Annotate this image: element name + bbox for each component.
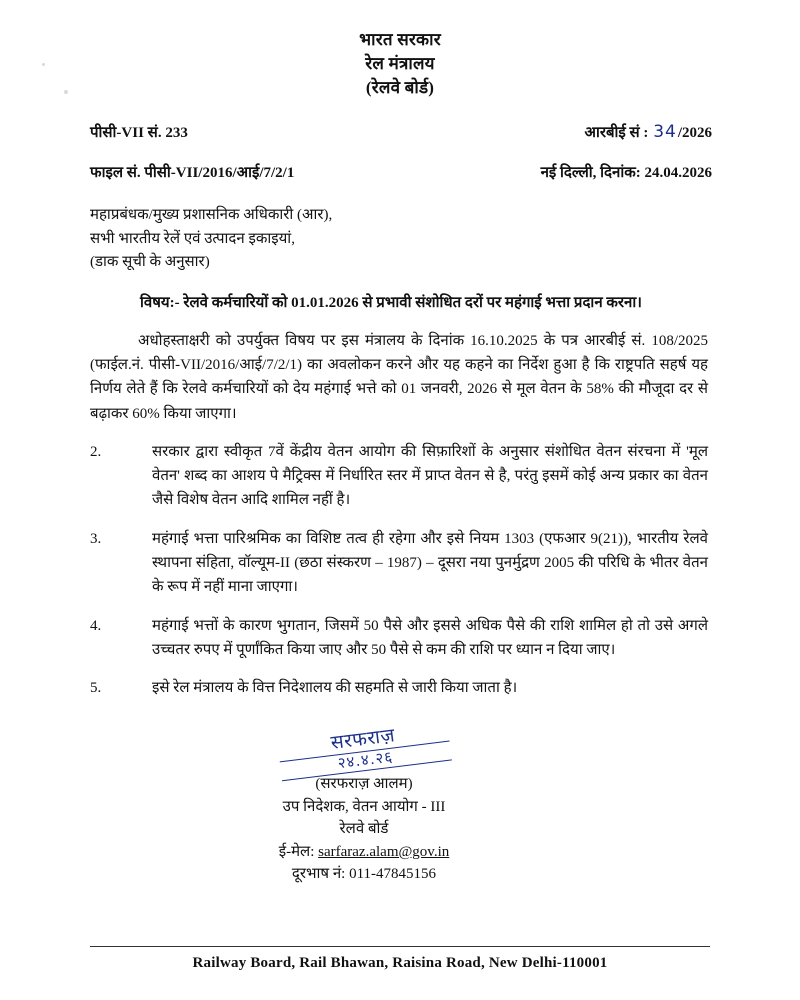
- rbe-number: [585, 122, 712, 142]
- pc-number: पीसी-VII सं. 233: [90, 125, 188, 142]
- page-footer: [0, 946, 800, 973]
- numbered-paragraph: [90, 614, 708, 663]
- file-number: फाइल सं. पीसी-VII/2016/आई/7/2/1: [90, 165, 295, 182]
- scan-speckle: [64, 90, 68, 94]
- paragraph-text: इसे रेल मंत्रालय के वित्त निदेशालय की सहमति से जारी किया जाता है।: [152, 680, 518, 697]
- paragraph-number: 5.: [90, 680, 102, 697]
- paragraph-number: 2.: [90, 443, 102, 460]
- letterhead-railway-board: (रेलवे बोर्ड): [365, 78, 435, 98]
- signatory-designation: उप निदेशक, वेतन आयोग - III: [282, 798, 446, 815]
- signatory-email-row: [279, 841, 450, 864]
- paragraph-text: महंगाई भत्तों के कारण भुगतान, जिसमें 50 पैसे और इससे अधिक पैसे की राशि शामिल हो तो उसे अगले उच्चतर रुपए में पूर्णांकित किया जाए और 50 पैसे से कम की राशि पर ध्यान न दिया जाए।: [152, 617, 708, 658]
- rbe-handwritten-value: 34: [653, 122, 677, 143]
- email-address[interactable]: sarfaraz.alam@gov.in: [318, 843, 450, 860]
- numbered-paragraph: [90, 440, 708, 513]
- phone-number: 011-47845156: [349, 866, 437, 883]
- paragraph-number: 4.: [90, 617, 102, 634]
- place-and-date: नई दिल्ली, दिनांक: 24.04.2026: [540, 165, 712, 182]
- paragraph-1: अधोहस्ताक्षरी को उपर्युक्त विषय पर इस मंत्रालय के दिनांक 16.10.2025 के पत्र आरबीई सं. 108/2025 (फाईल.नं. पीसी-VII/2016/आई/7/2/1) का अवलोकन करने और यह कहने का निर्देश हुआ है कि राष्ट्रपति सहर्ष यह निर्णय लेते हैं कि रेलवे कर्मचारियों को देय महंगाई भत्ते को 01 जनवरी, 2026 से मूल वेतन के 58% की मौजूदा दर से बढ़ाकर 60% किया जाएगा।: [90, 332, 708, 422]
- paragraph-text: महंगाई भत्ता पारिश्रमिक का विशिष्ट तत्व ही रहेगा और इसे नियम 1303 (एफआर 9(21)), भारतीय रेलवे स्थापना संहिता, वॉल्यूम-II (छठा संस्करण – 1987) – दूसरा नया पुनर्मुद्रण 2005 की परिधि के भीतर वेतन के रूप में नहीं माना जाएगा।: [152, 530, 708, 596]
- reference-block: [0, 122, 800, 182]
- rbe-label: आरबीई सं :: [584, 125, 649, 142]
- addressee-line-1: महाप्रबंधक/मुख्य प्रशासनिक अधिकारी (आर),: [90, 207, 333, 224]
- addressee-line-3: (डाक सूची के अनुसार): [90, 253, 210, 270]
- letterhead-ministry: रेल मंत्रालय: [365, 54, 435, 74]
- numbered-paragraph: [90, 676, 708, 700]
- numbered-paragraph: [90, 527, 708, 600]
- subject-label: विषय:-: [140, 295, 180, 312]
- document-body: [0, 329, 800, 886]
- reference-row-bottom: [90, 162, 712, 182]
- signature-ink-date: २४.४.२६: [280, 743, 451, 781]
- signature-ink-name: सरफराज़: [277, 720, 449, 763]
- addressee-line-2: सभी भारतीय रेलें एवं उत्पादन इकाइयां,: [90, 230, 295, 247]
- signatory-name: (सरफराज़ आलम): [315, 776, 413, 793]
- letterhead-government: भारत सरकार: [359, 30, 441, 49]
- phone-label: दूरभाष नं:: [291, 866, 346, 883]
- signatory-organisation: रेलवे बोर्ड: [339, 821, 389, 838]
- paragraph-text: सरकार द्वारा स्वीकृत 7वें केंद्रीय वेतन आयोग की सिफ़ारिशों के अनुसार संशोधित वेतन संरचना में 'मूल वेतन' शब्द का आशय पे मैट्रिक्स में निर्धारित स्तर में प्राप्त वेतन से है, परंतु इसमें कोई अन्य प्रकार का वेतन जैसे विशेष वेतन आदि शामिल नहीं है।: [152, 443, 708, 509]
- subject-text: रेलवे कर्मचारियों को 01.01.2026 से प्रभावी संशोधित दरों पर महंगाई भत्ता प्रदान करना।: [183, 295, 642, 312]
- signature-block: [90, 724, 708, 885]
- signatory-phone-row: [279, 863, 450, 886]
- reference-row-top: [90, 122, 712, 142]
- email-label: ई-मेल:: [278, 843, 315, 860]
- footer-address: Railway Board, Rail Bhawan, Raisina Road, New Delhi-110001: [192, 955, 608, 971]
- addressee-block: [0, 204, 800, 274]
- footer-divider: [90, 946, 710, 948]
- letterhead: [0, 0, 800, 100]
- rbe-year: /2026: [677, 125, 712, 142]
- subject-line: [0, 292, 800, 315]
- scan-speckle: [42, 63, 45, 66]
- paragraph-number: 3.: [90, 530, 102, 547]
